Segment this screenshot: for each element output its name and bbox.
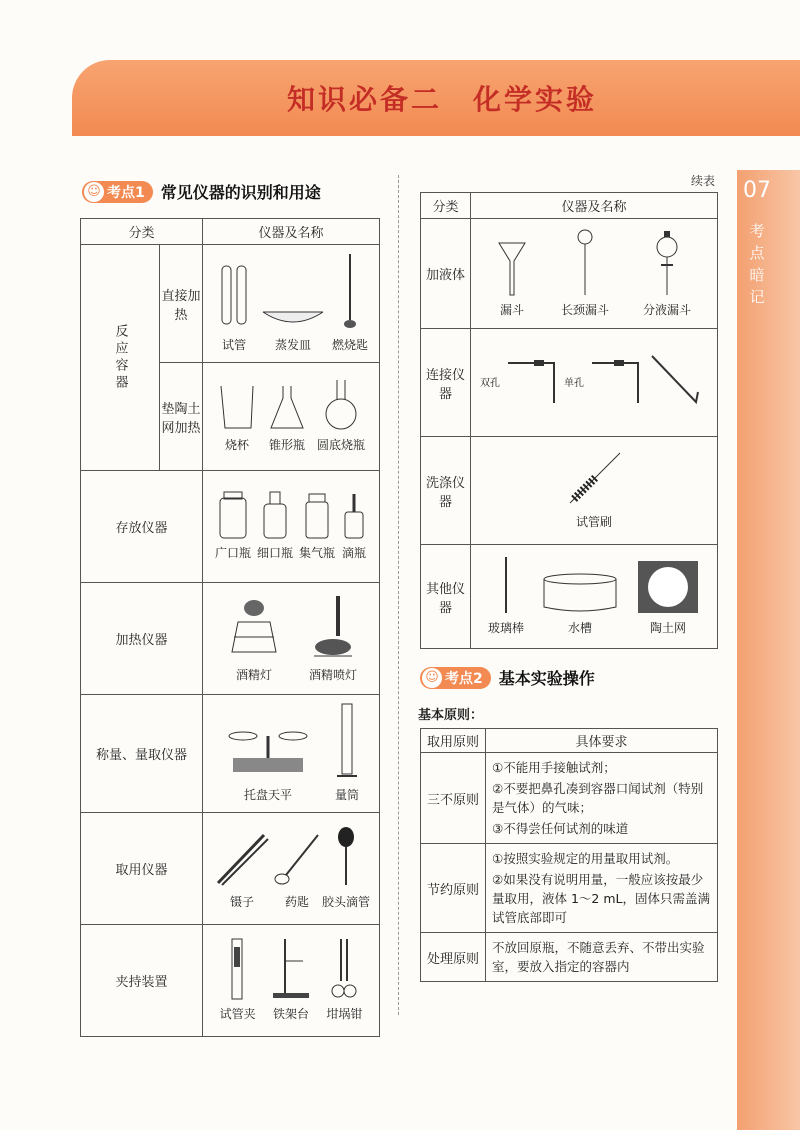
instrument-table: [80, 218, 380, 1037]
principle-disposal: 处理原则: [421, 933, 486, 982]
row-heating: [202, 583, 379, 695]
glass-rod-icon: [501, 555, 511, 615]
section2-badge: ☺ 考点2: [420, 667, 491, 689]
dropping-bottle-icon: [341, 490, 367, 540]
col-header-class: 分类: [81, 219, 203, 245]
instrument-single-hole: 单孔: [564, 357, 648, 407]
col-header-name-2: 仪器及名称: [471, 193, 718, 219]
continued-table: [420, 192, 718, 649]
beaker-icon: [217, 382, 257, 432]
row-connecting: [471, 329, 718, 437]
class-connecting: 连接仪器: [421, 329, 471, 437]
instrument-spatula: 药匙: [272, 829, 322, 910]
side-tab-number: 07: [743, 178, 771, 203]
instrument-evaporating-dish: 蒸发皿: [258, 302, 328, 353]
row-weighing: [202, 695, 379, 813]
round-bottom-flask-icon: [321, 378, 361, 432]
instrument-alcohol-blowlamp: 酒精喷灯: [308, 592, 358, 683]
principle-saving: 节约原则: [421, 844, 486, 933]
row-holding: [202, 925, 379, 1037]
col-header-principle: 取用原则: [421, 729, 486, 753]
instrument-round-flask: 圆底烧瓶: [317, 378, 365, 453]
section1-title: 常见仪器的识别和用途: [160, 183, 321, 202]
side-tab-label: 考点暗记: [749, 222, 765, 306]
section1-badge: ☺ 考点1: [82, 181, 153, 203]
instrument-dropper: 胶头滴管: [322, 825, 370, 910]
continued-label: 续表: [690, 174, 715, 188]
evaporating-dish-icon: [258, 302, 328, 332]
class-taking: 取用仪器: [81, 813, 203, 925]
section2-title: 基本实验操作: [498, 669, 595, 688]
principle-three-nots: 三不原则: [421, 753, 486, 844]
instrument-iron-stand: 铁架台: [271, 937, 311, 1022]
crucible-tongs-icon: [329, 937, 359, 1001]
instrument-conical-flask: 锥形瓶: [267, 382, 307, 453]
row-gauze-heat: [202, 363, 379, 471]
instrument-glass-rod: 玻璃棒: [488, 555, 524, 636]
conical-flask-icon: [267, 382, 307, 432]
requirement-saving: ①按照实验规定的用量取用试剂。 ②如果没有说明用量，一般应该按最少量取用，液体 1～2 mL，固体只需盖满试管底部即可: [486, 844, 718, 933]
instrument-tweezers: 镊子: [212, 829, 272, 910]
iron-stand-icon: [271, 937, 311, 1001]
single-hole-stopper-icon: [588, 357, 648, 407]
long-neck-funnel-icon: [575, 227, 595, 297]
row-washing: [471, 437, 718, 545]
instrument-narrow-mouth-bottle: 细口瓶: [257, 490, 293, 561]
requirement-disposal: 不放回原瓶，不随意丢弃、不带出实验室，要放入指定的容器内: [486, 933, 718, 982]
tray-balance-icon: [223, 722, 313, 782]
wide-mouth-bottle-icon: [216, 490, 250, 540]
class-add-liquid: 加液体: [421, 219, 471, 329]
instrument-double-hole: 双孔: [480, 357, 564, 407]
instrument-test-tube: 试管: [214, 262, 254, 353]
requirement-three-nots: ①不能用手接触试剂； ②不要把鼻孔凑到容器口闻试剂（特别是气体）的气味； ③不得尝任何试剂的味道: [486, 753, 718, 844]
sub-class-direct-heat: 直接加热: [160, 245, 203, 363]
instrument-graduated-cylinder: 量筒: [335, 702, 359, 803]
water-trough-icon: [540, 571, 620, 615]
section1-heading: [82, 180, 321, 203]
narrow-mouth-bottle-icon: [260, 490, 290, 540]
dropper-icon: [334, 825, 358, 889]
instrument-bent-tube: [648, 352, 708, 412]
row-other: [471, 545, 718, 649]
chapter-title: 知识必备二 化学实验: [286, 83, 597, 116]
principles-label: 基本原则：: [418, 708, 484, 723]
instrument-beaker: 烧杯: [217, 382, 257, 453]
tweezers-icon: [212, 829, 272, 889]
chapter-header: [72, 60, 800, 136]
instrument-dropping-bottle: 滴瓶: [341, 490, 367, 561]
section2-heading: [420, 666, 595, 689]
class-weighing: 称量、量取仪器: [81, 695, 203, 813]
separatory-funnel-icon: [655, 227, 679, 297]
alcohol-lamp-icon: [224, 592, 284, 662]
test-tube-icon: [214, 262, 254, 332]
class-washing: 洗涤仪器: [421, 437, 471, 545]
smiley-icon: ☺: [422, 668, 442, 688]
alcohol-blowlamp-icon: [308, 592, 358, 662]
row-add-liquid: [471, 219, 718, 329]
gas-collecting-bottle-icon: [302, 490, 332, 540]
instrument-long-neck-funnel: 长颈漏斗: [561, 227, 609, 318]
instrument-ceramic-gauze: 陶土网: [636, 559, 700, 636]
instrument-alcohol-lamp: 酒精灯: [224, 592, 284, 683]
class-holding: 夹持装置: [81, 925, 203, 1037]
instrument-gas-bottle: 集气瓶: [299, 490, 335, 561]
instrument-crucible-tongs: 坩埚钳: [326, 937, 362, 1022]
row-storage: [202, 471, 379, 583]
instrument-test-tube-holder: 试管夹: [220, 937, 256, 1022]
test-tube-holder-icon: [226, 937, 250, 1001]
col-header-name: 仪器及名称: [202, 219, 379, 245]
smiley-icon: ☺: [84, 182, 104, 202]
row-taking: [202, 813, 379, 925]
instrument-combustion-spoon: 燃烧匙: [332, 252, 368, 353]
row-direct-heat: [202, 245, 379, 363]
class-heating: 加热仪器: [81, 583, 203, 695]
bent-tube-icon: [648, 352, 708, 412]
instrument-separatory-funnel: 分液漏斗: [643, 227, 691, 318]
side-tab: [737, 170, 800, 1130]
sub-class-gauze-heat: 垫陶土网加热: [160, 363, 203, 471]
instrument-balance: 托盘天平: [223, 722, 313, 803]
col-header-class-2: 分类: [421, 193, 471, 219]
test-tube-brush-icon: [564, 449, 624, 509]
col-header-requirement: 具体要求: [486, 729, 718, 753]
class-storage: 存放仪器: [81, 471, 203, 583]
instrument-test-tube-brush: 试管刷: [564, 449, 624, 530]
instrument-water-trough: 水槽: [540, 571, 620, 636]
combustion-spoon-icon: [340, 252, 360, 332]
principle-table: [420, 728, 718, 982]
funnel-icon: [497, 237, 527, 297]
double-hole-stopper-icon: [504, 357, 564, 407]
spatula-icon: [272, 829, 322, 889]
instrument-funnel: 漏斗: [497, 237, 527, 318]
ceramic-gauze-icon: [636, 559, 700, 615]
class-other: 其他仪器: [421, 545, 471, 649]
instrument-wide-mouth-bottle: 广口瓶: [215, 490, 251, 561]
graduated-cylinder-icon: [335, 702, 359, 782]
group-reaction-vessel: 反应容器: [81, 245, 160, 471]
column-divider: [398, 175, 399, 1015]
